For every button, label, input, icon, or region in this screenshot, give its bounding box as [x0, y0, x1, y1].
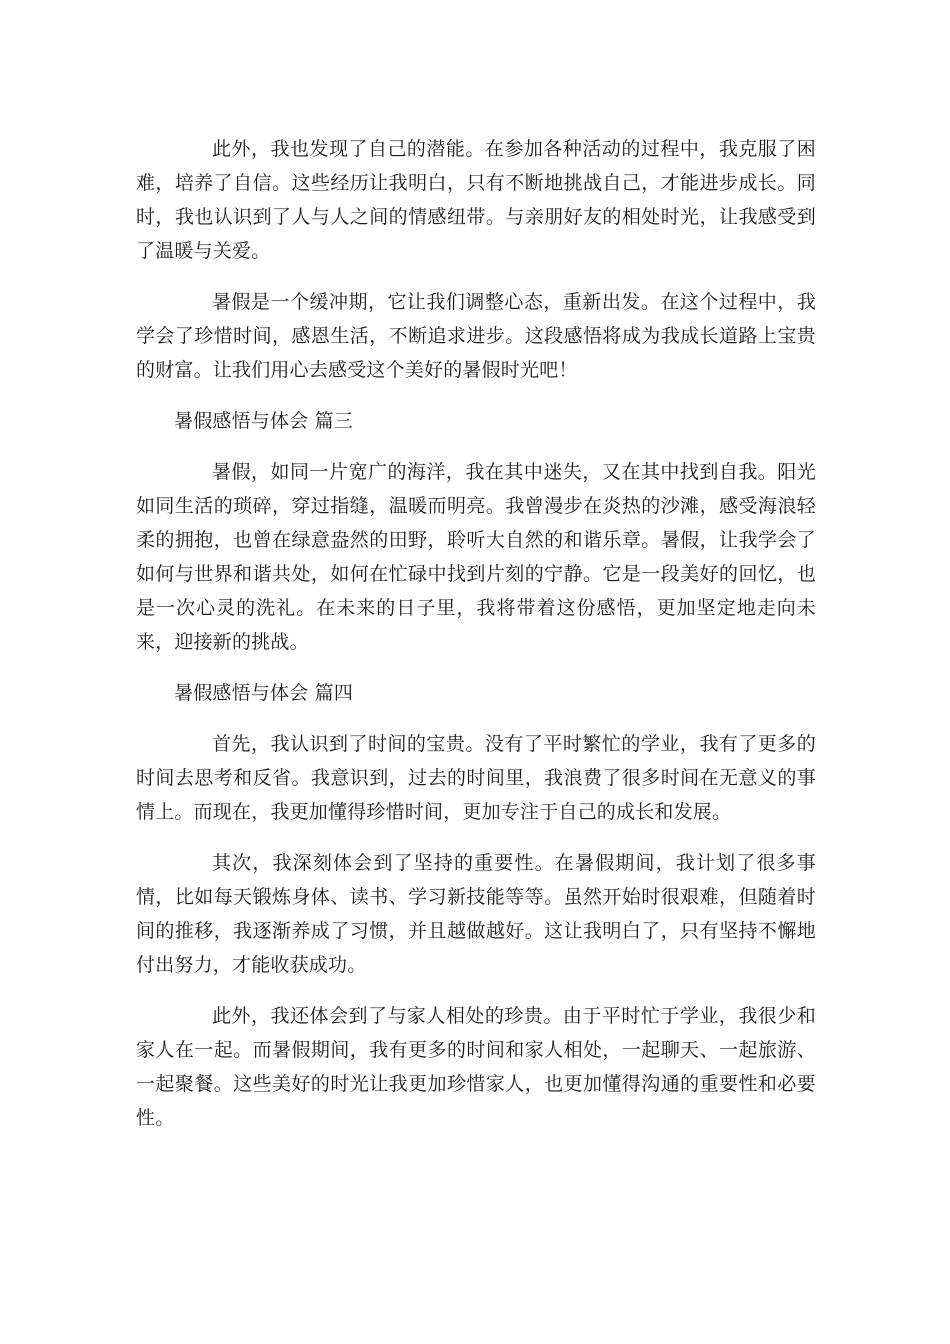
document-body [136, 132, 816, 1152]
section-heading-part-three: 暑假感悟与体会 篇三 [174, 410, 354, 432]
section-heading-part-four: 暑假感悟与体会 篇四 [174, 682, 354, 704]
paragraph-time-value: 首先，我认识到了时间的宝贵。没有了平时繁忙的学业，我有了更多的时间去思考和反省。我意识到，过去的时间里，我浪费了很多时间在无意义的事情上。而现在，我更加懂得珍惜时间，更加专注于自己的成长和发展。 [136, 733, 816, 823]
paragraph-persistence: 其次，我深刻体会到了坚持的重要性。在暑假期间，我计划了很多事情，比如每天锻炼身体、读书、学习新技能等等。虽然开始时很艰难，但随着时间的推移，我逐渐养成了习惯，并且越做越好。这让我明白了，只有坚持不懈地付出努力，才能收获成功。 [136, 852, 816, 976]
paragraph-potential: 此外，我也发现了自己的潜能。在参加各种活动的过程中，我克服了困难，培养了自信。这些经历让我明白，只有不断地挑战自己，才能进步成长。同时，我也认识到了人与人之间的情感纽带。与亲朋好友的相处时光，让我感受到了温暖与关爱。 [136, 138, 816, 262]
paragraph-family: 此外，我还体会到了与家人相处的珍贵。由于平时忙于学业，我很少和家人在一起。而暑假期间，我有更多的时间和家人相处，一起聊天、一起旅游、一起聚餐。这些美好的时光让我更加珍惜家人，也更加懂得沟通的重要性和必要性。 [136, 1005, 816, 1129]
paragraph-summer-buffer: 暑假是一个缓冲期，它让我们调整心态，重新出发。在这个过程中，我学会了珍惜时间，感恩生活，不断追求进步。这段感悟将成为我成长道路上宝贵的财富。让我们用心去感受这个美好的暑假时光吧！ [136, 291, 816, 381]
paragraph-ocean: 暑假，如同一片宽广的海洋，我在其中迷失，又在其中找到自我。阳光如同生活的琐碎，穿过指缝，温暖而明亮。我曾漫步在炎热的沙滩，感受海浪轻柔的拥抱，也曾在绿意盎然的田野，聆听大自然的和谐乐章。暑假，让我学会了如何与世界和谐共处，如何在忙碌中找到片刻的宁静。它是一段美好的回忆，也是一次心灵的洗礼。在未来的日子里，我将带着这份感悟，更加坚定地走向未来，迎接新的挑战。 [136, 461, 816, 653]
